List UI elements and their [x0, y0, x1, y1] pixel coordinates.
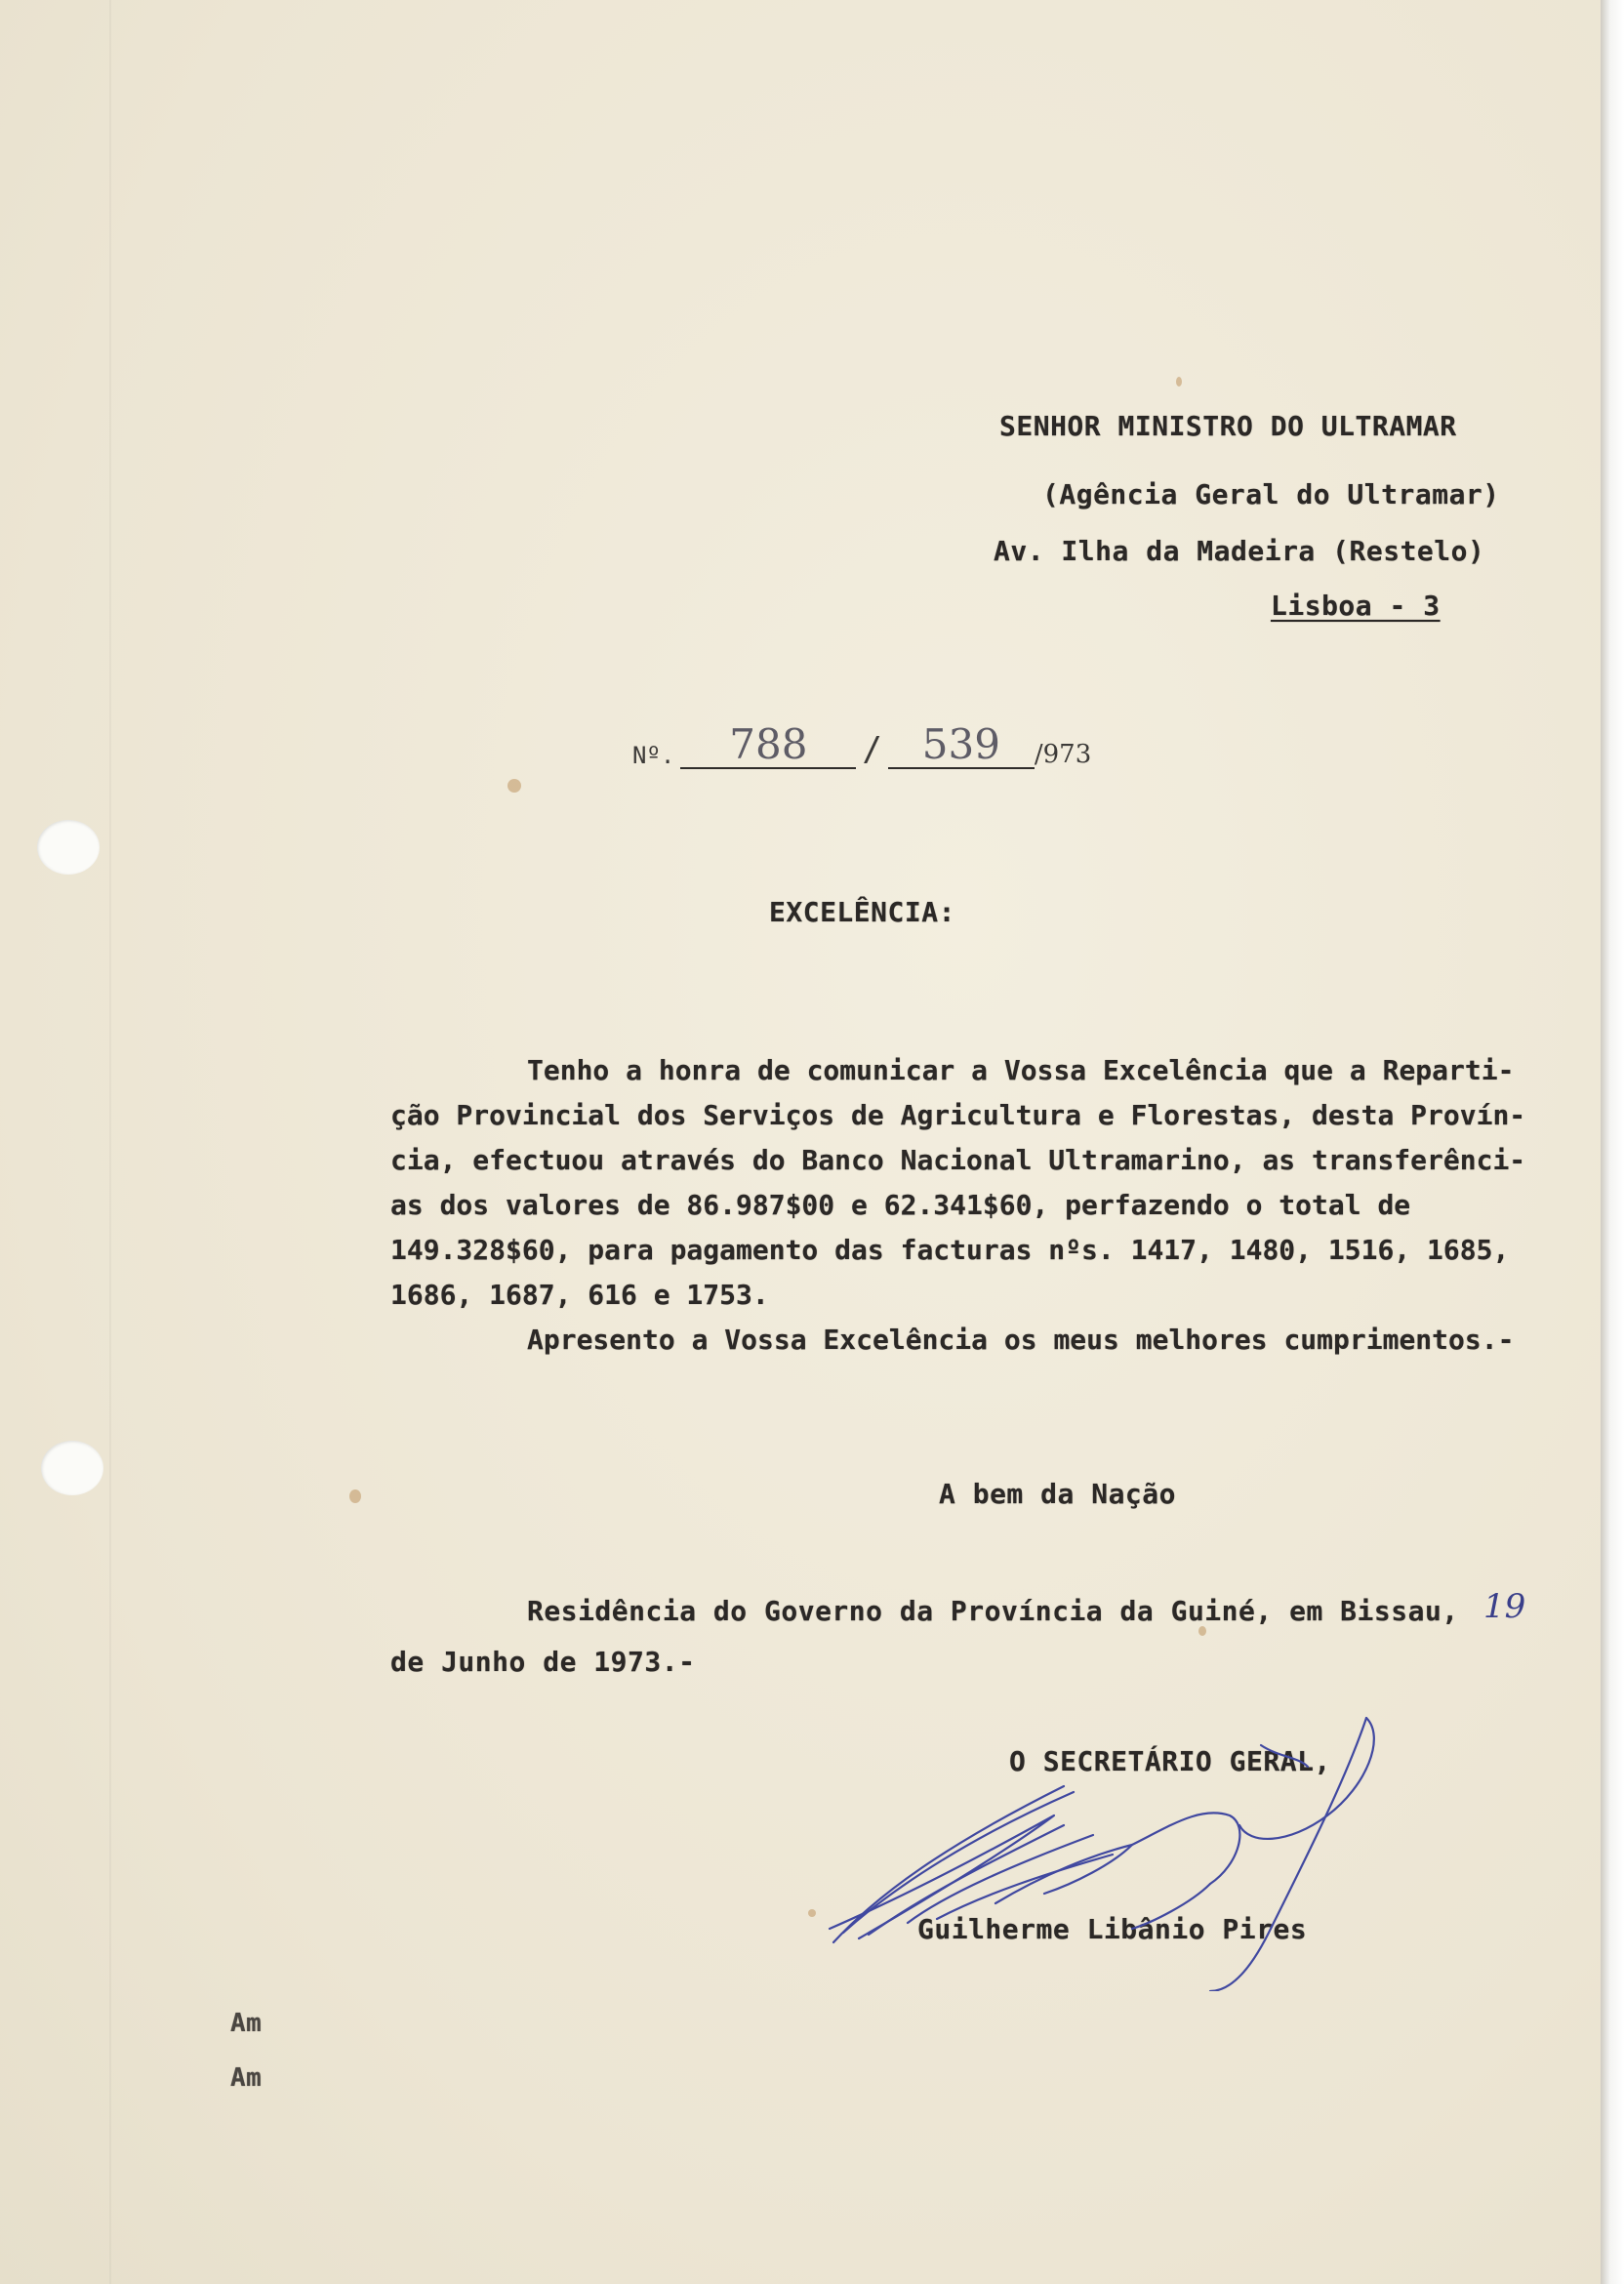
body-paragraph: [390, 1048, 1576, 1363]
recipient-title: SENHOR MINISTRO DO ULTRAMAR: [999, 410, 1457, 442]
reference-label: Nº.: [632, 742, 675, 769]
body-line: 149.328$60, para pagamento das facturas nºs. 1417, 1480, 1516, 1685,: [390, 1234, 1510, 1266]
punch-hole-top: [37, 820, 100, 875]
reference-number-1: 788: [680, 724, 856, 769]
recipient-street: Av. Ilha da Madeira (Restelo): [994, 535, 1485, 567]
body-line: 1686, 1687, 616 e 1753.: [390, 1279, 769, 1311]
body-line: as dos valores de 86.987$00 e 62.341$60, perfazendo o total de: [390, 1189, 1411, 1221]
reference-number-2: 539: [888, 724, 1035, 769]
closing-phrase: A bem da Nação: [939, 1478, 1177, 1510]
stain: [1198, 1626, 1206, 1636]
typist-initials-2: Am: [230, 2063, 263, 2093]
body-line: Tenho a honra de comunicar a Vossa Excelência que a Reparti-: [527, 1054, 1515, 1086]
stain: [508, 779, 521, 793]
handwritten-day: 19: [1483, 1587, 1526, 1626]
body-line-closing-courtesy: Apresento a Vossa Excelência os meus melhores cumprimentos.-: [527, 1324, 1515, 1356]
recipient-agency: (Agência Geral do Ultramar): [1042, 478, 1500, 510]
stain: [349, 1489, 361, 1503]
typist-initials-1: Am: [230, 2009, 263, 2038]
body-line: cia, efectuou através do Banco Nacional Ultramarino, as transferênci-: [390, 1144, 1526, 1176]
body-line: ção Provincial dos Serviços de Agricultura e Florestas, desta Provín-: [390, 1099, 1526, 1131]
stain: [808, 1909, 816, 1917]
handwritten-signature: [820, 1698, 1386, 1991]
scan-edge: [1601, 0, 1624, 2284]
stain: [1176, 377, 1182, 387]
reference-number: [632, 720, 1092, 769]
reference-separator: /: [862, 730, 882, 769]
recipient-city: Lisboa - 3: [1271, 590, 1441, 622]
paper-fold: [109, 0, 111, 2284]
signatory-title: O SECRETÁRIO GERAL,: [1009, 1745, 1331, 1777]
signatory-name: Guilherme Libânio Pires: [917, 1913, 1308, 1945]
reference-year: /973: [1034, 740, 1092, 769]
place-date-line-2: de Junho de 1973.-: [390, 1646, 696, 1678]
punch-hole-bottom: [41, 1441, 103, 1495]
place-date-line-1: Residência do Governo da Província da Guiné, em Bissau,: [527, 1595, 1459, 1627]
salutation: EXCELÊNCIA:: [769, 896, 955, 928]
